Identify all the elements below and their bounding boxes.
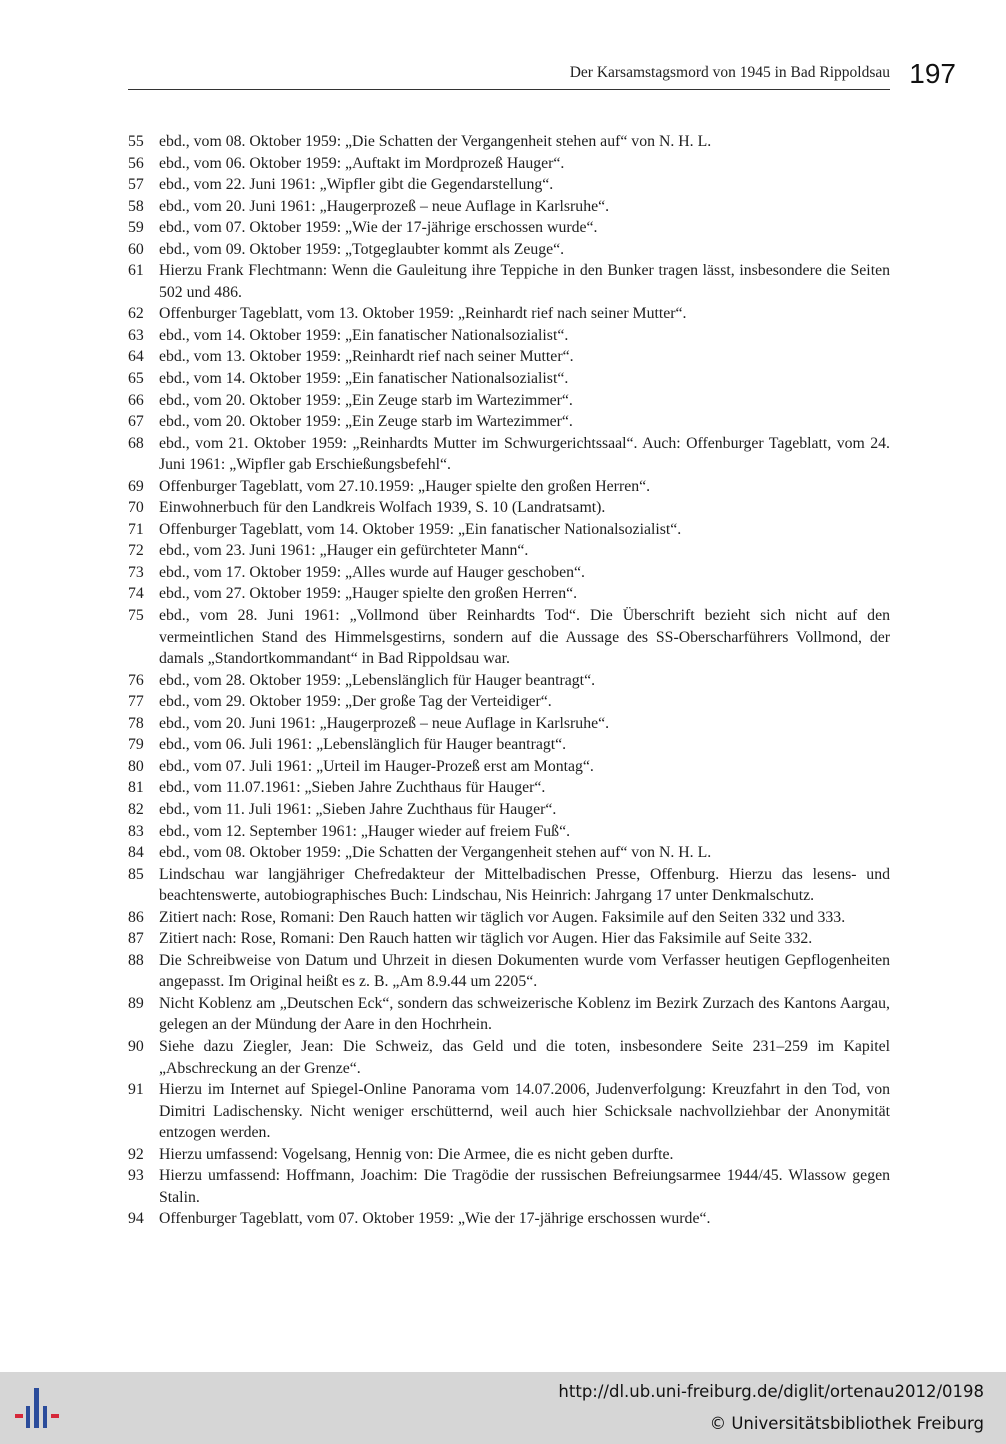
footnote-text: Offenburger Tageblatt, vom 13. Oktober 1959: „Reinhardt rief nach seiner Mutter“.	[159, 305, 687, 323]
footnote-text: ebd., vom 29. Oktober 1959: „Der große Tag der Verteidiger“.	[159, 693, 552, 711]
running-title: Der Karsamstagsmord von 1945 in Bad Rippoldsau	[569, 64, 890, 81]
footnote-item	[128, 777, 890, 799]
footnote-number: 88	[128, 951, 144, 969]
footnote-item	[128, 433, 890, 476]
footnote-number: 77	[128, 693, 144, 711]
footnote-item	[128, 864, 890, 907]
footnote-item	[128, 691, 890, 713]
footnote-text: ebd., vom 06. Juli 1961: „Lebenslänglich für Hauger beantragt“.	[159, 736, 567, 754]
footnote-number: 83	[128, 822, 144, 840]
footnote-text: Nicht Koblenz am „Deutschen Eck“, sondern das schweizerische Koblenz im Bezirk Zurzach des Kantons Aargau, gelegen an der Mündung der Aare in den Hochrhein.	[159, 994, 890, 1034]
footnote-text: ebd., vom 17. Oktober 1959: „Alles wurde auf Hauger geschoben“.	[159, 563, 585, 581]
footnote-item	[128, 1079, 890, 1144]
footnote-number: 71	[128, 520, 144, 538]
footnote-item	[128, 217, 890, 239]
footnote-item	[128, 605, 890, 670]
footnote-text: ebd., vom 23. Juni 1961: „Hauger ein gefürchteter Mann“.	[159, 542, 529, 560]
footnote-number: 76	[128, 671, 144, 689]
footnote-item	[128, 842, 890, 864]
footnote-item	[128, 411, 890, 433]
footnote-text: ebd., vom 20. Juni 1961: „Haugerprozeß – neue Auflage in Karlsruhe“.	[159, 197, 610, 215]
footnote-number: 65	[128, 370, 144, 388]
footnote-number: 85	[128, 865, 144, 883]
footnote-item	[128, 1036, 890, 1079]
footnote-number: 73	[128, 563, 144, 581]
footnote-number: 62	[128, 305, 144, 323]
footnote-number: 57	[128, 176, 144, 194]
footnote-number: 72	[128, 542, 144, 560]
footnote-number: 68	[128, 434, 144, 452]
footnote-number: 90	[128, 1037, 144, 1055]
footer-bar	[0, 1372, 1006, 1444]
footnote-item	[128, 390, 890, 412]
footnote-number: 55	[128, 133, 144, 150]
footnote-number: 70	[128, 499, 144, 517]
footnote-item	[128, 756, 890, 778]
footnote-text: ebd., vom 20. Oktober 1959: „Ein Zeuge starb im Wartezimmer“.	[159, 413, 573, 431]
footnote-item	[128, 1144, 890, 1166]
footnote-number: 69	[128, 477, 144, 495]
footnote-number: 87	[128, 930, 144, 948]
footnote-item	[128, 153, 890, 175]
footnote-number: 82	[128, 800, 144, 818]
footnote-number: 91	[128, 1081, 144, 1099]
footnote-item	[128, 346, 890, 368]
footnote-text: Offenburger Tageblatt, vom 07. Oktober 1959: „Wie der 17-jährige erschossen wurde“.	[159, 1210, 711, 1228]
footnote-text: Zitiert nach: Rose, Romani: Den Rauch hatten wir täglich vor Augen. Faksimile auf den Seiten 332 und 333.	[159, 908, 846, 926]
footnote-item	[128, 950, 890, 993]
footnote-item	[128, 519, 890, 541]
footnote-item	[128, 562, 890, 584]
footnote-item	[128, 303, 890, 325]
footnote-text: ebd., vom 14. Oktober 1959: „Ein fanatischer Nationalsozialist“.	[159, 370, 569, 388]
footnote-text: ebd., vom 28. Oktober 1959: „Lebenslänglich für Hauger beantragt“.	[159, 671, 596, 689]
footnote-number: 94	[128, 1210, 144, 1228]
footnote-text: ebd., vom 12. September 1961: „Hauger wieder auf freiem Fuß“.	[159, 822, 571, 840]
footnote-item	[128, 174, 890, 196]
footnote-text: ebd., vom 08. Oktober 1959: „Die Schatten der Vergangenheit stehen auf“ von N. H. L.	[159, 844, 712, 862]
footnote-item	[128, 1208, 890, 1230]
ub-freiburg-logo-icon	[14, 1386, 64, 1432]
footnote-number: 86	[128, 908, 144, 926]
footnote-number: 78	[128, 714, 144, 732]
footnote-number: 75	[128, 607, 144, 625]
footnote-text: Offenburger Tageblatt, vom 27.10.1959: „Hauger spielte den großen Herren“.	[159, 477, 651, 495]
footnote-text: ebd., vom 22. Juni 1961: „Wipfler gibt die Gegendarstellung“.	[159, 176, 554, 194]
footnote-text: Offenburger Tageblatt, vom 14. Oktober 1959: „Ein fanatischer Nationalsozialist“.	[159, 520, 682, 538]
footnote-text: ebd., vom 11. Juli 1961: „Sieben Jahre Zuchthaus für Hauger“.	[159, 800, 557, 818]
footnote-text: ebd., vom 27. Oktober 1959: „Hauger spielte den großen Herren“.	[159, 585, 578, 603]
footnote-text: Einwohnerbuch für den Landkreis Wolfach 1939, S. 10 (Landratsamt).	[159, 499, 606, 517]
footnote-item	[128, 325, 890, 347]
footnote-number: 74	[128, 585, 144, 603]
footnote-text: ebd., vom 20. Oktober 1959: „Ein Zeuge starb im Wartezimmer“.	[159, 391, 573, 409]
footnote-text: ebd., vom 07. Oktober 1959: „Wie der 17-jährige erschossen wurde“.	[159, 219, 598, 237]
footnote-number: 60	[128, 240, 144, 258]
footnote-item	[128, 734, 890, 756]
footer-copyright: © Universitätsbibliothek Freiburg	[709, 1414, 984, 1433]
footnote-text: ebd., vom 20. Juni 1961: „Haugerprozeß – neue Auflage in Karlsruhe“.	[159, 714, 610, 732]
footnote-text: ebd., vom 21. Oktober 1959: „Reinhardts Mutter im Schwurgerichtssaal“. Auch: Offenburger Tageblatt, vom 24. Juni 1961: „Wipfler gab Erschießungsbefehl“.	[159, 434, 890, 474]
footnote-text: ebd., vom 11.07.1961: „Sieben Jahre Zuchthaus für Hauger“.	[159, 779, 546, 797]
footnote-number: 63	[128, 326, 144, 344]
page-header	[128, 58, 956, 92]
footnote-item	[128, 260, 890, 303]
footnote-text: Hierzu im Internet auf Spiegel-Online Panorama vom 14.07.2006, Judenverfolgung: Kreuzfahrt in den Tod, von Dimitri Ladischensky. Nicht weniger erschütternd, weil auch hier Schicksale nachvollziehbar der Anonymität entzogen werden.	[159, 1081, 890, 1142]
footnote-number: 79	[128, 736, 144, 754]
footer-url-link[interactable]: http://dl.ub.uni-freiburg.de/diglit/ortenau2012/0198	[558, 1382, 984, 1401]
footnote-text: Hierzu umfassend: Vogelsang, Hennig von: Die Armee, die es nicht geben durfte.	[159, 1145, 674, 1163]
footnote-item	[128, 196, 890, 218]
footnote-text: ebd., vom 14. Oktober 1959: „Ein fanatischer Nationalsozialist“.	[159, 326, 569, 344]
footnote-number: 93	[128, 1167, 144, 1185]
footnote-number: 56	[128, 154, 144, 172]
footnote-item	[128, 821, 890, 843]
footnote-item	[128, 476, 890, 498]
footnote-text: Lindschau war langjähriger Chefredakteur der Mittelbadischen Presse, Offenburg. Hierzu das lesens- und beachtenswerte, autobiographisches Buch: Lindschau, Nis Heinrich: Jahrgang 17 unter Denkmalschutz.	[159, 865, 890, 905]
footnote-number: 67	[128, 413, 144, 431]
footnote-number: 89	[128, 994, 144, 1012]
footnote-item	[128, 670, 890, 692]
footnote-text: Die Schreibweise von Datum und Uhrzeit in diesen Dokumenten wurde vom Verfasser heutigen Gepflogenheiten angepasst. Im Original heißt es z. B. „Am 8.9.44 um 2205“.	[159, 951, 890, 991]
footnote-number: 66	[128, 391, 144, 409]
footnote-item	[128, 583, 890, 605]
footnote-text: ebd., vom 09. Oktober 1959: „Totgeglaubter kommt als Zeuge“.	[159, 240, 565, 258]
footnote-number: 64	[128, 348, 144, 366]
footnote-number: 84	[128, 844, 144, 862]
footnote-number: 58	[128, 197, 144, 215]
footnote-item	[128, 497, 890, 519]
footnote-item	[128, 368, 890, 390]
footnote-number: 61	[128, 262, 144, 280]
footnote-text: Hierzu Frank Flechtmann: Wenn die Gauleitung ihre Teppiche in den Bunker tragen lässt, insbesondere die Seiten 502 und 486.	[159, 262, 890, 301]
footnote-item	[128, 993, 890, 1036]
footnote-text: Hierzu umfassend: Hoffmann, Joachim: Die Tragödie der russischen Befreiungsarmee 1944/45. Wlassow gegen Stalin.	[159, 1167, 890, 1206]
footnote-text: ebd., vom 13. Oktober 1959: „Reinhardt rief nach seiner Mutter“.	[159, 348, 574, 366]
footnote-item	[128, 1165, 890, 1208]
footnote-number: 80	[128, 757, 144, 775]
footnotes-list	[128, 131, 890, 1230]
footnote-item	[128, 239, 890, 261]
footnote-number: 59	[128, 219, 144, 237]
footnote-text: Zitiert nach: Rose, Romani: Den Rauch hatten wir täglich vor Augen. Hier das Faksimile auf Seite 332.	[159, 930, 813, 948]
footnote-text: Siehe dazu Ziegler, Jean: Die Schweiz, das Geld und die toten, insbesondere Seite 231–259 im Kapitel „Abschreckung an der Grenze“.	[159, 1037, 890, 1077]
footnote-number: 81	[128, 779, 144, 797]
footnote-item	[128, 928, 890, 950]
footnote-text: ebd., vom 07. Juli 1961: „Urteil im Hauger-Prozeß erst am Montag“.	[159, 757, 594, 775]
footnote-number: 92	[128, 1145, 144, 1163]
footnote-item	[128, 799, 890, 821]
footnote-text: ebd., vom 06. Oktober 1959: „Auftakt im Mordprozeß Hauger“.	[159, 154, 565, 172]
footnote-item	[128, 540, 890, 562]
page-number: 197	[909, 58, 956, 89]
footnote-item	[128, 713, 890, 735]
footnote-text: ebd., vom 08. Oktober 1959: „Die Schatten der Vergangenheit stehen auf“ von N. H. L.	[159, 133, 712, 150]
footnote-item	[128, 907, 890, 929]
footnote-item	[128, 131, 890, 153]
footnote-text: ebd., vom 28. Juni 1961: „Vollmond über Reinhardts Tod“. Die Überschrift bezieht sich nicht auf den vermeintlichen Stand des Himmelsgestirns, sondern auf die Aussage des SS-Oberscharführers Vollmond, der damals „Standortkommandant“ in Bad Rippoldsau war.	[159, 607, 890, 668]
header-rule	[128, 89, 890, 90]
